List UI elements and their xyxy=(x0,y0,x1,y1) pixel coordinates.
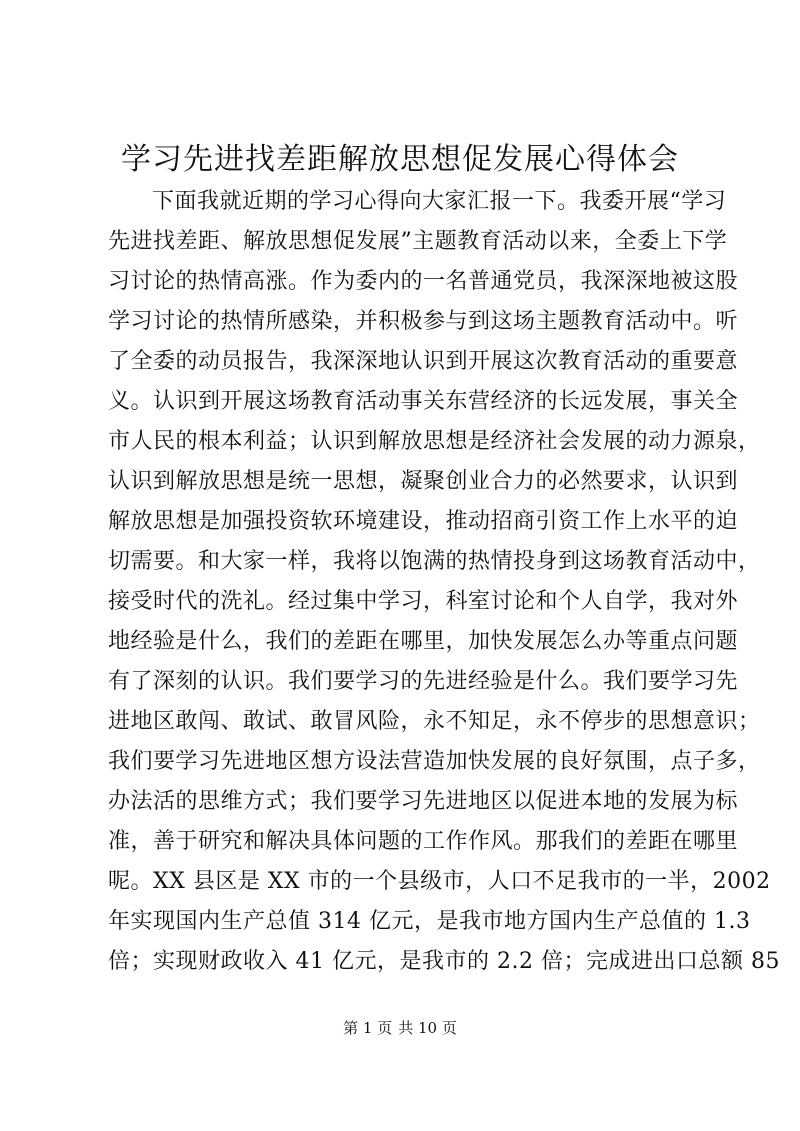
body-line: 准，善于研究和解决具体问题的工作作风。那我们的差距在哪里 xyxy=(108,829,739,854)
body-line: 地经验是什么，我们的差距在哪里，加快发展怎么办等重点问题 xyxy=(108,629,739,654)
body-line: 学习讨论的热情所感染，并积极参与到这场主题教育活动中。听 xyxy=(108,309,739,334)
body-line: 倍；实现财政收入 41 亿元，是我市的 2.2 倍；完成进出口总额 85 xyxy=(108,949,780,974)
body-line: 先进找差距、解放思想促发展”主题教育活动以来，全委上下学 xyxy=(108,229,728,254)
page-footer xyxy=(0,1018,800,1038)
body-line: 我们要学习先进地区想方设法营造加快发展的良好氛围，点子多， xyxy=(108,749,761,774)
document-title: 学习先进找差距解放思想促发展心得体会 xyxy=(121,142,679,177)
body-line: 进地区敢闯、敢试、敢冒风险，永不知足，永不停步的思想意识； xyxy=(108,709,761,734)
body-line: 呢。XX 县区是 XX 市的一个县级市，人口不足我市的一半，2002 xyxy=(108,869,771,894)
body-line: 解放思想是加强投资软环境建设，推动招商引资工作上水平的迫 xyxy=(108,509,739,534)
body-line: 办法活的思维方式；我们要学习先进地区以促进本地的发展为标 xyxy=(108,789,739,814)
body-line: 义。认识到开展这场教育活动事关东营经济的长远发展，事关全 xyxy=(108,389,739,414)
body-line: 市人民的根本利益；认识到解放思想是经济社会发展的动力源泉， xyxy=(108,429,761,454)
body-line: 了全委的动员报告，我深深地认识到开展这次教育活动的重要意 xyxy=(108,349,739,374)
body-line: 认识到解放思想是统一思想，凝聚创业合力的必然要求，认识到 xyxy=(108,469,739,494)
body-line: 年实现国内生产总值 314 亿元，是我市地方国内生产总值的 1.3 xyxy=(108,909,751,934)
body-line: 有了深刻的认识。我们要学习的先进经验是什么。我们要学习先 xyxy=(108,669,739,694)
page-total: 共 10 页 xyxy=(398,1019,457,1037)
body-line: 接受时代的洗礼。经过集中学习，科室讨论和个人自学，我对外 xyxy=(108,589,739,614)
body-line: 习讨论的热情高涨。作为委内的一名普通党员，我深深地被这股 xyxy=(108,269,739,294)
body-line: 切需要。和大家一样，我将以饱满的热情投身到这场教育活动中， xyxy=(108,549,761,574)
page-number: 第 1 页 xyxy=(343,1019,393,1037)
body-line: 下面我就近期的学习心得向大家汇报一下。我委开展“学习 xyxy=(152,189,727,214)
document-body xyxy=(108,182,780,982)
